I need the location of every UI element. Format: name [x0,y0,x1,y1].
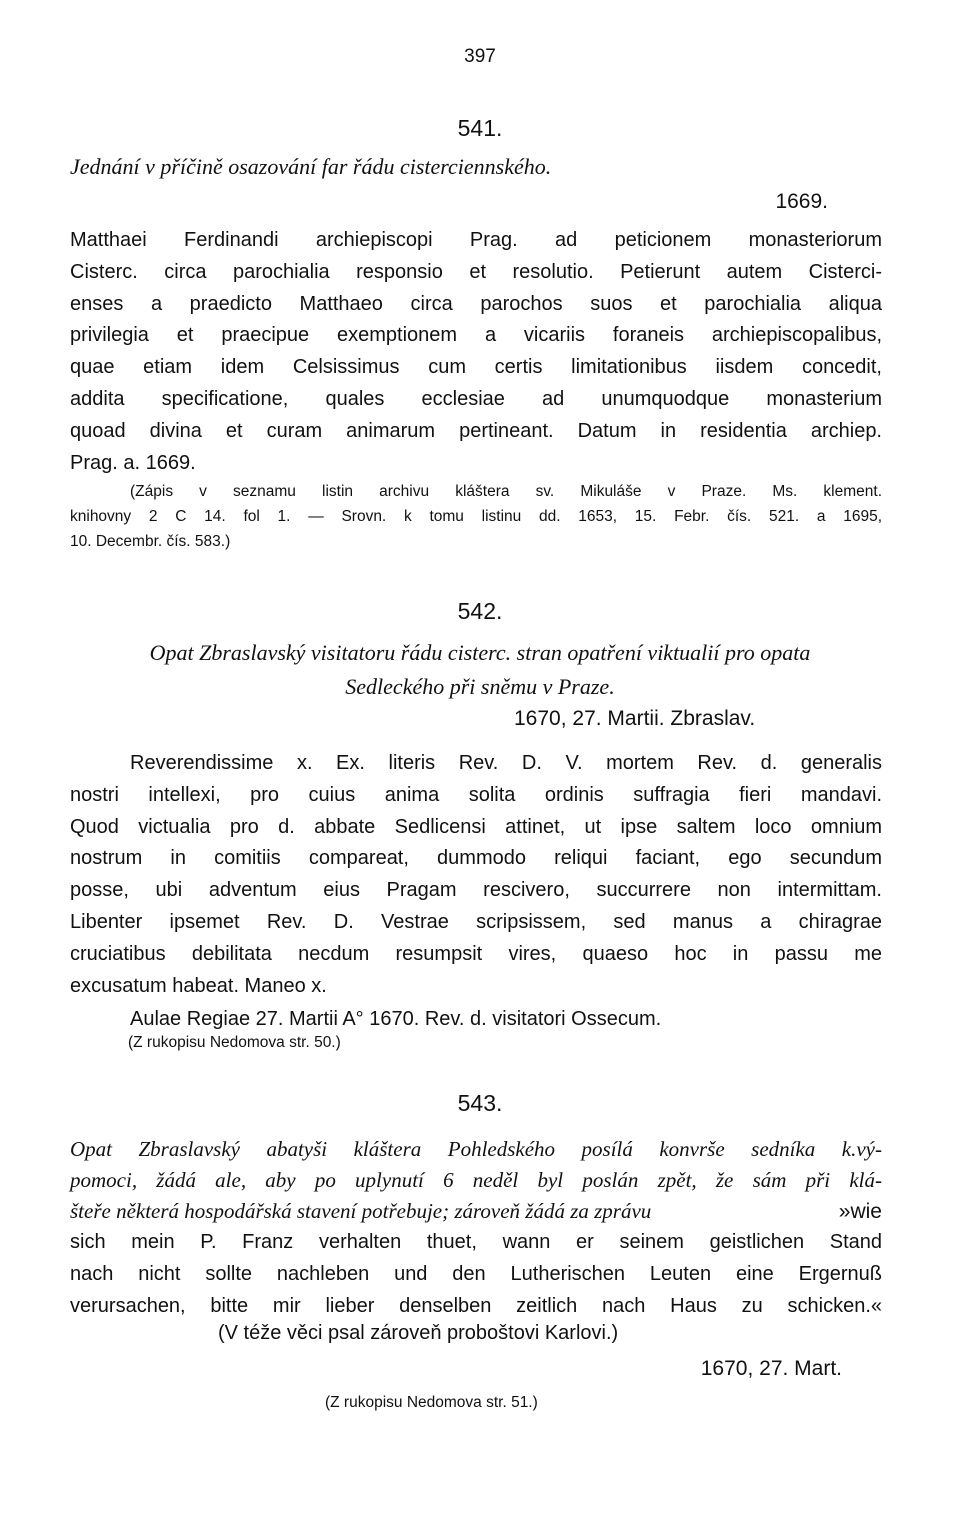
date-543: 1670, 27. Mart. [700,1357,842,1380]
body-line: enses a praedicto Matthaeo circa parochos suos et parochialia aliqua [70,292,882,315]
date-542: 1670, 27. Martii. Zbraslav. [514,707,756,730]
document-number-541: 541. [457,115,503,141]
body-line: Matthaei Ferdinandi archiepiscopi Prag. ad peticionem monasteriorum [70,229,882,251]
body-text-541 [70,225,882,479]
body-line: sich mein P. Franz verhalten thuet, wann er seinem geistlichen Stand [70,1231,882,1253]
body-line: Cisterc. circa parochialia responsio et resolutio. Petierunt autem Cisterci- [70,260,882,283]
source-note-542: (Z rukopisu Nedomova str. 50.) [128,1034,341,1051]
body-line: addita specificatione, quales ecclesiae ad unumquodque monasterium [70,387,882,410]
regest-line: pomoci, žádá ale, aby po uplynutí 6 neděl byl poslán zpět, že sám při klá- [70,1168,882,1192]
regest-line: Opat Zbraslavský visitatoru řádu cisterc. stran opatření viktualií pro opata [149,640,811,665]
aside-543: (V téže věci psal zároveň proboštovi Karlovi.) [218,1322,619,1344]
body-line: Reverendissime x. Ex. literis Rev. D. V. mortem Rev. d. generalis [130,752,882,774]
source-line: (Zápis v seznamu listin archivu kláštera sv. Mikuláše v Praze. Ms. klement. [130,483,882,500]
body-line: nach nicht sollte nachleben und den Lutherischen Leuten eine Ergernuß [70,1262,882,1285]
body-line: Prag. a. 1669. [70,451,196,474]
regest-542 [70,636,890,704]
document-number-542: 542. [457,598,503,624]
quote-start: »wie [838,1200,882,1223]
body-line: posse, ubi adventum eius Pragam rescivero, succurrere non intermittam. [70,879,882,902]
date-541: 1669. [775,190,828,213]
source-note-541 [70,479,882,554]
source-note-543: (Z rukopisu Nedomova str. 51.) [325,1394,538,1411]
regest-line: Jednání v příčině osazování far řádu cisterciennského. [70,154,552,179]
regest-541 [70,150,890,184]
body-text-543 [70,1227,882,1322]
document-number-543: 543. [457,1090,503,1116]
closing-542 [130,1004,890,1036]
body-line: verursachen, bitte mir lieber denselben zeitlich nach Haus zu schicken.« [70,1294,882,1317]
page-number: 397 [464,46,496,67]
body-line: excusatum habeat. Maneo x. [70,974,327,997]
source-line: 10. Decembr. čís. 583.) [70,533,231,550]
regest-line: Opat Zbraslavský abatyši kláštera Pohledského posílá konvrše sedníka k.vý- [70,1137,882,1161]
body-line: quoad divina et curam animarum pertineant. Datum in residentia archiep. [70,419,882,442]
body-line: privilegia et praecipue exemptionem a vicariis foraneis archiepiscopalibus, [70,324,882,347]
body-line: cruciatibus debilitata necdum resumpsit vires, quaeso hoc in passu me [70,942,882,965]
regest-italic-part: šteře některá hospodářská stavení potřebuje; zároveň žádá za zprávu [70,1199,652,1223]
regest-mixed-line [70,1196,882,1227]
body-line: nostrum in comitiis compareat, dummodo reliqui faciant, ego secundum [70,847,882,870]
source-line: knihovny 2 C 14. fol 1. — Srovn. k tomu listinu dd. 1653, 15. Febr. čís. 521. a 1695, [70,508,882,525]
regest-line: Sedleckého při sněmu v Praze. [345,674,615,699]
body-line: quae etiam idem Celsissimus cum certis limitationibus iisdem concedit, [70,356,882,379]
closing-line: Aulae Regiae 27. Martii A° 1670. Rev. d. visitatori Ossecum. [130,1008,662,1030]
body-line: Libenter ipsemet Rev. D. Vestrae scripsissem, sed manus a chiragrae [70,910,882,933]
body-text-542 [70,748,882,1002]
regest-543 [70,1134,882,1227]
body-line: nostri intellexi, pro cuius anima solita ordinis suffragia fieri mandavi. [70,783,882,806]
body-line: Quod victualia pro d. abbate Sedlicensi attinet, ut ipse saltem loco omnium [70,815,882,838]
